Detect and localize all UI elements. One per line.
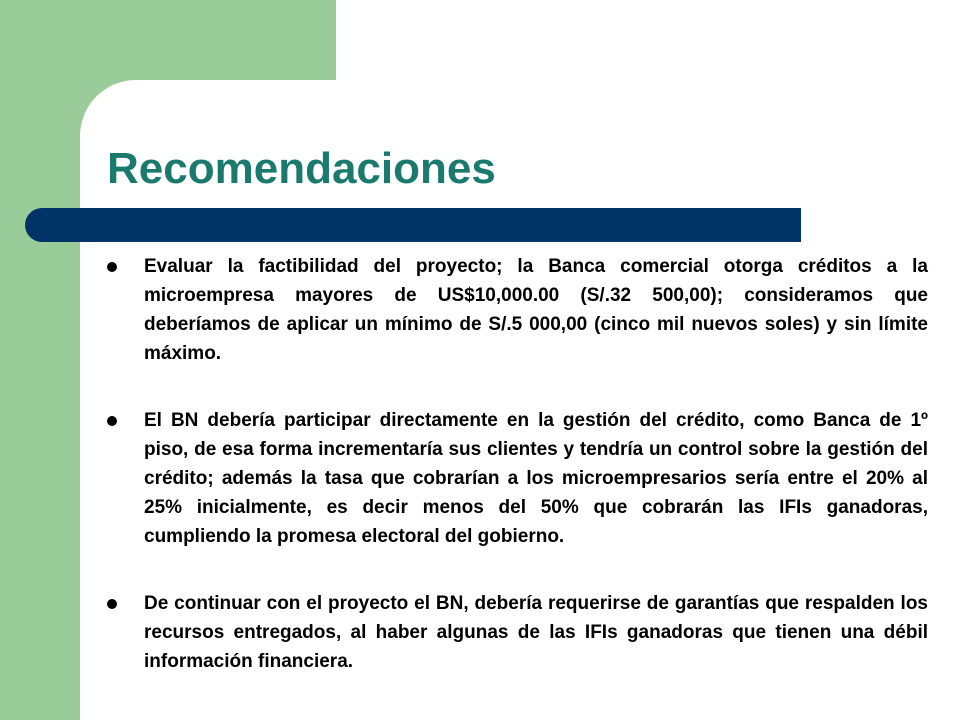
slide-title: Recomendaciones: [107, 144, 496, 193]
bullet-text: El BN debería participar directamente en la gestión del crédito, como Banca de 1º piso, de esa forma incrementaría sus clientes y tendría un control sobre la gestión del crédito; además la tasa que cobrarían a los microempresarios sería entre el 20% al 25% inicialmente, es decir menos del 50% que cobrarán las IFIs ganadoras, cumpliendo la promesa electoral del gobierno.: [144, 410, 928, 547]
bullet-item-bn-participar: [106, 406, 928, 551]
bullet-dot-icon: [107, 262, 117, 272]
bullet-item-garantias: [106, 589, 928, 676]
bullet-text: De continuar con el proyecto el BN, debería requerirse de garantías que respalden los recursos entregados, al haber algunas de las IFIs ganadoras que tienen una débil información financiera.: [144, 593, 928, 672]
title-underline-bar: [25, 208, 801, 242]
bullet-dot-icon: [107, 599, 117, 609]
bullet-text: Evaluar la factibilidad del proyecto; la Banca comercial otorga créditos a la microempresa mayores de US$10,000.00 (S/.32 500,00); consideramos que deberíamos de aplicar un mínimo de S/.5 000,00 (cinco mil nuevos soles) y sin límite máximo.: [144, 256, 928, 364]
bullet-dot-icon: [107, 416, 117, 426]
bullet-item-evaluar: [106, 252, 928, 368]
bullet-list: [106, 252, 928, 676]
